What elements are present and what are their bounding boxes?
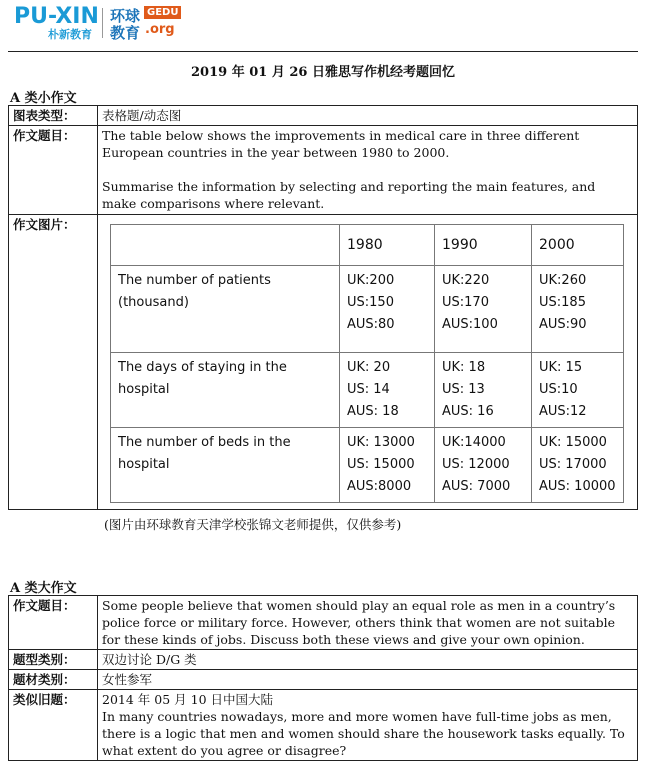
document-header [0,0,646,52]
cell-line: AUS: 16 [442,404,494,419]
header-rule [8,51,638,52]
task1-table [8,105,638,532]
cell-line: US:10 [539,382,578,397]
gedu-logo-text-2: 教育 [110,24,141,42]
cell-line: AUS:100 [442,317,498,332]
cell-line: AUS: 10000 [539,479,616,494]
cell-beds-1990 [435,428,532,503]
gedu-logo-text-1: 环球 [110,7,141,25]
cell-line: US:185 [539,295,586,310]
task1-type-label: 图表类型： [9,106,98,126]
cell-line: US:170 [442,295,489,310]
logo-divider [102,8,103,38]
task2-similar [98,690,638,761]
task1-question-label: 作文题目： [9,126,98,215]
task1-type-value: 表格题/动态图 [98,106,638,126]
cell-days-1990 [435,353,532,428]
cell-beds-2000 [532,428,624,503]
gedu-logo-badge: GEDU [144,6,181,19]
task2-table [8,595,638,761]
image-caption: (图片由环球教育天津学校张锦文老师提供，仅供参考) [104,517,402,532]
task1-heading: A 类小作文 [10,91,77,106]
cell-line: AUS:90 [539,317,587,332]
cell-line: US: 14 [347,382,390,397]
table-row [111,428,624,503]
puxin-logo-subtitle: 朴新教育 [48,28,92,41]
header-cell-1990: 1990 [435,225,532,266]
task2-similar-date: 2014 年 05 月 10 日中国大陆 [102,692,273,707]
cell-line: UK: 15000 [539,435,607,450]
task2-question: Some people believe that women should play an equal role as men in a country’s police force or military force. However, others think that women are not suitable for these kinds of jobs. Discuss both these views and give your own opinion. [98,596,638,650]
task1-question-paragraph-2: Summarise the information by selecting and reporting the main features, and make comparisons where relevant. [102,179,596,211]
cell-line: UK: 13000 [347,435,415,450]
cell-line: UK:260 [539,273,587,288]
row-label-patients: The number of patients (thousand) [111,266,340,353]
gedu-logo-org: .org [145,22,175,37]
cell-line: AUS: 18 [347,404,399,419]
task2-heading: A 类大作文 [10,581,77,596]
task2-type-value: 双边讨论 D/G 类 [98,650,638,670]
header-cell-1980: 1980 [340,225,435,266]
cell-patients-1990 [435,266,532,353]
task1-image-label: 作文图片： [9,215,98,510]
cell-days-1980 [340,353,435,428]
cell-line: UK:14000 [442,435,506,450]
cell-line: AUS: 7000 [442,479,511,494]
cell-line: UK: 18 [442,360,486,375]
cell-line: UK: 20 [347,360,391,375]
cell-patients-1980 [340,266,435,353]
cell-line: US: 12000 [442,457,510,472]
task2-similar-text: In many countries nowadays, more and more women have full-time jobs as men, there is a logic that men and women should share the housework tasks equally. To what extent do you agree or disagree? [102,709,625,758]
header-cell-2000: 2000 [532,225,624,266]
task1-image [102,216,633,532]
cell-line: US:150 [347,295,394,310]
cell-days-2000 [532,353,624,428]
page-title: 2019 年 01 月 26 日雅思写作机经考题回忆 [191,65,455,80]
task1-question-paragraph-1: The table below shows the improvements in medical care in three different European countries in the year between 1980 to 2000. [102,128,580,160]
cell-line: UK:200 [347,273,395,288]
row-label-beds: The number of beds in the hospital [111,428,340,503]
task2-question-label: 作文题目： [9,596,98,650]
cell-beds-1980 [340,428,435,503]
table-row [111,266,624,353]
task2-similar-label: 类似旧题： [9,690,98,761]
task1-image-cell [98,215,638,532]
cell-line: AUS:12 [539,404,587,419]
task2-topic-label: 题材类别： [9,670,98,690]
header-cell-empty [111,225,340,266]
row-label-days: The days of staying in the hospital [111,353,340,428]
task1-question [98,126,638,215]
cell-line: AUS:8000 [347,479,412,494]
cell-line: AUS:80 [347,317,395,332]
table-row [111,353,624,428]
cell-line: UK: 15 [539,360,583,375]
cell-line: US: 15000 [347,457,415,472]
cell-patients-2000 [532,266,624,353]
data-table-header-row [111,225,624,266]
puxin-logo: PU-XIN [14,4,99,29]
cell-line: UK:220 [442,273,490,288]
data-table [110,224,624,503]
task2-type-label: 题型类别： [9,650,98,670]
cell-line: US: 13 [442,382,485,397]
cell-line: US: 17000 [539,457,607,472]
task2-topic-value: 女性参军 [98,670,638,690]
